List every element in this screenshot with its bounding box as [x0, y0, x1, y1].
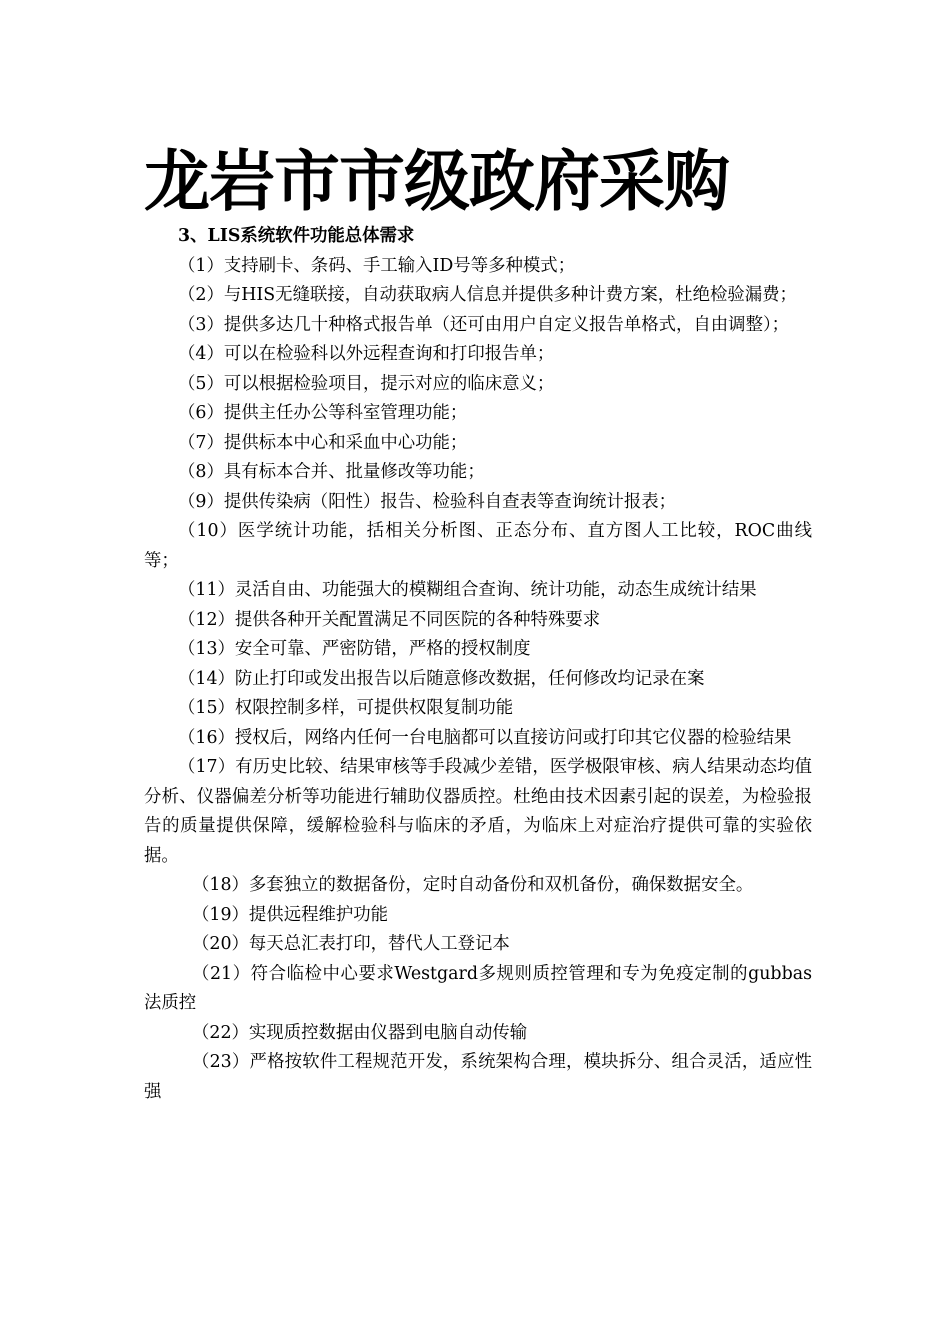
requirement-17: （17）有历史比较、结果审核等手段减少差错，医学极限审核、病人结果动态均值分析、仪器偏差分析等功能进行辅助仪器质控。杜绝由技术因素引起的误差，为检验报告的质量提供保障，缓解检验科与临床的矛盾，为临床上对症治疗提供可靠的实验依据。: [144, 757, 812, 866]
requirement-10: （10）医学统计功能，括相关分析图、正态分布、直方图人工比较，ROC曲线等；: [144, 521, 812, 571]
requirement-2: （2）与HIS无缝联接，自动获取病人信息并提供多种计费方案，杜绝检验漏费；: [178, 285, 797, 305]
requirement-13: （13）安全可靠、严密防错，严格的授权制度: [178, 639, 531, 659]
requirement-20: （20）每天总汇表打印，替代人工登记本: [192, 934, 510, 954]
section-heading: 3、LIS系统软件功能总体需求: [178, 226, 415, 246]
requirement-12: （12）提供各种开关配置满足不同医院的各种特殊要求: [178, 609, 601, 630]
requirement-5: （5）可以根据检验项目，提示对应的临床意义；: [178, 373, 555, 394]
requirement-9: （9）提供传染病（阳性）报告、检验科自查表等查询统计报表；: [178, 491, 677, 512]
requirement-3: （3）提供多达几十种格式报告单（还可由用户自定义报告单格式，自由调整）；: [178, 314, 790, 335]
requirement-4: （4）可以在检验科以外远程查询和打印报告单；: [178, 344, 555, 364]
requirement-19: （19）提供远程维护功能: [192, 904, 389, 925]
document-body: [144, 222, 812, 1107]
requirement-6: （6）提供主任办公等科室管理功能；: [178, 403, 468, 423]
requirement-7: （7）提供标本中心和采血中心功能；: [178, 432, 468, 453]
requirement-15: （15）权限控制多样，可提供权限复制功能: [178, 698, 514, 718]
requirement-23: （23）严格按软件工程规范开发，系统架构合理，模块拆分、组合灵活，适应性强: [144, 1052, 812, 1102]
requirement-18: （18）多套独立的数据备份，定时自动备份和双机备份，确保数据安全。: [192, 875, 754, 895]
document-title: 龙岩市市级政府采购: [144, 142, 729, 220]
requirement-16: （16）授权后，网络内任何一台电脑都可以直接访问或打印其它仪器的检验结果: [178, 727, 792, 748]
requirement-22: （22）实现质控数据由仪器到电脑自动传输: [192, 1022, 528, 1043]
requirement-1: （1）支持刷卡、条码、手工输入ID号等多种模式；: [178, 255, 576, 276]
requirement-14: （14）防止打印或发出报告以后随意修改数据，任何修改均记录在案: [178, 668, 705, 689]
requirement-8: （8）具有标本合并、批量修改等功能；: [178, 462, 485, 482]
requirement-21: （21）符合临检中心要求Westgard多规则质控管理和专为免疫定制的gubbas法质控: [144, 963, 812, 1013]
requirement-11: （11）灵活自由、功能强大的模糊组合查询、统计功能，动态生成统计结果: [178, 580, 757, 600]
